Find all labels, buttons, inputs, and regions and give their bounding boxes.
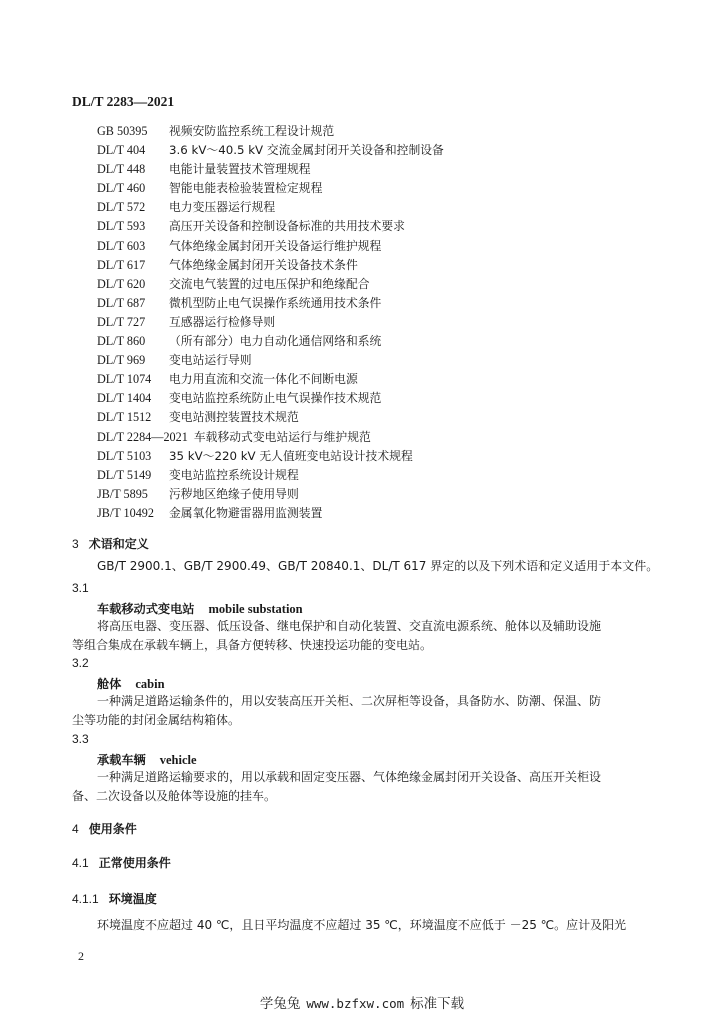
reference-item [97, 122, 444, 141]
reference-title: 车载移动式变电站运行与维护规范 [193, 429, 371, 444]
reference-item [97, 313, 444, 332]
reference-code: DL/T 620 [97, 276, 146, 291]
reference-code: DL/T 1404 [97, 391, 152, 406]
reference-item [97, 447, 444, 466]
subsection-title: 环境温度 [108, 892, 157, 906]
page-number: 2 [78, 949, 84, 963]
reference-title: 变电站监控系统设计规程 [169, 467, 299, 482]
reference-title: 变电站运行导则 [169, 353, 252, 368]
reference-title: 金属氧化物避雷器用监测装置 [169, 505, 323, 520]
section-3-heading [72, 535, 149, 552]
reference-title: 电力变压器运行规程 [169, 200, 276, 215]
subsection-4-1-heading [72, 854, 171, 871]
term-definition-line: 一种满足道路运输条件的，用以安装高压开关柜、二次屏柜等设备，具备防水、防潮、保温、防 [97, 694, 602, 708]
term-heading [97, 749, 197, 768]
section-3-intro: GB/T 2900.1、GB/T 2900.49、GB/T 20840.1、DL/T 617 界定的以及下列术语和定义适用于本文件。 [97, 559, 659, 573]
reference-title: 气体绝缘金属封闭开关设备运行维护规程 [169, 238, 382, 253]
reference-item [97, 389, 444, 408]
reference-item [97, 294, 444, 313]
reference-title: 电力用直流和交流一体化不间断电源 [169, 372, 358, 387]
reference-item [97, 351, 444, 370]
term-definition-line: 备、二次设备以及舱体等设施的挂车。 [72, 789, 277, 803]
term-definition-line: 等组合集成在承载车辆上，具备方便转移、快速投运功能的变电站。 [72, 638, 433, 652]
reference-code: DL/T 969 [97, 353, 146, 368]
reference-item [97, 408, 444, 427]
reference-code: GB 50395 [97, 124, 148, 138]
reference-title: 高压开关设备和控制设备标准的共用技术要求 [169, 219, 405, 234]
reference-item [97, 370, 444, 389]
reference-code: DL/T 603 [97, 238, 146, 253]
reference-title: 3.6 kV～40.5 kV 交流金属封闭开关设备和控制设备 [169, 143, 444, 158]
subsection-title: 正常使用条件 [98, 856, 171, 870]
reference-title: 变电站测控装置技术规范 [169, 410, 299, 425]
reference-item [97, 428, 444, 447]
term-english: vehicle [159, 753, 197, 767]
reference-item [97, 256, 444, 275]
reference-title: 智能电能表检验装置检定规程 [169, 181, 323, 196]
section-4-heading [72, 820, 137, 837]
term-number: 3.1 [72, 581, 89, 595]
reference-item [97, 275, 444, 294]
subsection-number: 4.1.1 [72, 892, 99, 906]
reference-item [97, 179, 444, 198]
site-footer [0, 992, 724, 1012]
footer-url[interactable]: www.bzfxw.com [306, 996, 405, 1011]
section-title: 术语和定义 [88, 537, 149, 551]
reference-item [97, 466, 444, 485]
section-number: 3 [72, 537, 79, 551]
reference-title: 视频安防监控系统工程设计规范 [169, 124, 335, 138]
reference-code: DL/T 404 [97, 143, 146, 158]
footer-site-name: 学兔兔 [259, 996, 301, 1012]
section-title: 使用条件 [88, 822, 137, 836]
reference-code: DL/T 687 [97, 295, 146, 310]
term-heading [97, 598, 303, 617]
reference-title: 微机型防止电气误操作系统通用技术条件 [169, 295, 382, 310]
normative-references-list [97, 122, 444, 523]
reference-title: 交流电气装置的过电压保护和绝缘配合 [169, 276, 370, 291]
term-chinese: 承载车辆 [97, 753, 146, 767]
reference-code: DL/T 1512 [97, 410, 152, 425]
reference-code: DL/T 860 [97, 334, 146, 349]
reference-code: DL/T 2284—2021 [97, 429, 188, 444]
reference-code: JB/T 5895 [97, 486, 148, 501]
reference-code: DL/T 460 [97, 181, 146, 196]
reference-code: DL/T 572 [97, 200, 146, 215]
term-number: 3.3 [72, 732, 89, 746]
reference-title: 污秽地区绝缘子使用导则 [169, 486, 299, 501]
term-definition-line: 尘等功能的封闭金属结构箱体。 [72, 713, 241, 727]
reference-title: 电能计量装置技术管理规程 [169, 162, 311, 177]
footer-tagline: 标准下载 [410, 996, 465, 1012]
reference-code: DL/T 1074 [97, 372, 152, 387]
term-definition-line: 一种满足道路运输要求的，用以承载和固定变压器、气体绝缘金属封闭开关设备、高压开关柜设 [97, 770, 602, 784]
reference-code: DL/T 593 [97, 219, 146, 234]
reference-item [97, 217, 444, 236]
subsection-number: 4.1 [72, 856, 89, 870]
term-definition-line: 将高压电器、变压器、低压设备、继电保护和自动化装置、交直流电源系统、舱体以及辅助设施 [97, 619, 602, 633]
term-heading [97, 673, 165, 692]
reference-item [97, 198, 444, 217]
section-number: 4 [72, 822, 79, 836]
reference-item [97, 141, 444, 160]
reference-item [97, 504, 444, 523]
reference-item [97, 332, 444, 351]
reference-title: 35 kV～220 kV 无人值班变电站设计技术规程 [169, 448, 413, 463]
document-header: DL/T 2283—2021 [72, 94, 175, 109]
term-english: mobile substation [208, 602, 303, 616]
term-english: cabin [135, 677, 165, 691]
environment-temperature-paragraph: 环境温度不应超过 40 ℃，且日平均温度不应超过 35 ℃，环境温度不应低于 －25 ℃。应计及阳光 [97, 918, 627, 932]
reference-code: JB/T 10492 [97, 505, 154, 520]
reference-code: DL/T 5149 [97, 467, 152, 482]
reference-title: 气体绝缘金属封闭开关设备技术条件 [169, 257, 358, 272]
reference-title: 变电站监控系统防止电气误操作技术规范 [169, 391, 382, 406]
term-number: 3.2 [72, 656, 89, 670]
reference-code: DL/T 727 [97, 314, 146, 329]
reference-item [97, 160, 444, 179]
subsection-4-1-1-heading [72, 890, 157, 907]
term-chinese: 车载移动式变电站 [97, 602, 195, 616]
reference-code: DL/T 617 [97, 257, 146, 272]
reference-code: DL/T 448 [97, 162, 146, 177]
reference-item [97, 237, 444, 256]
reference-code: DL/T 5103 [97, 448, 152, 463]
reference-title: （所有部分）电力自动化通信网络和系统 [169, 334, 382, 349]
term-chinese: 舱体 [97, 677, 122, 691]
reference-title: 互感器运行检修导则 [169, 314, 276, 329]
reference-item [97, 485, 444, 504]
